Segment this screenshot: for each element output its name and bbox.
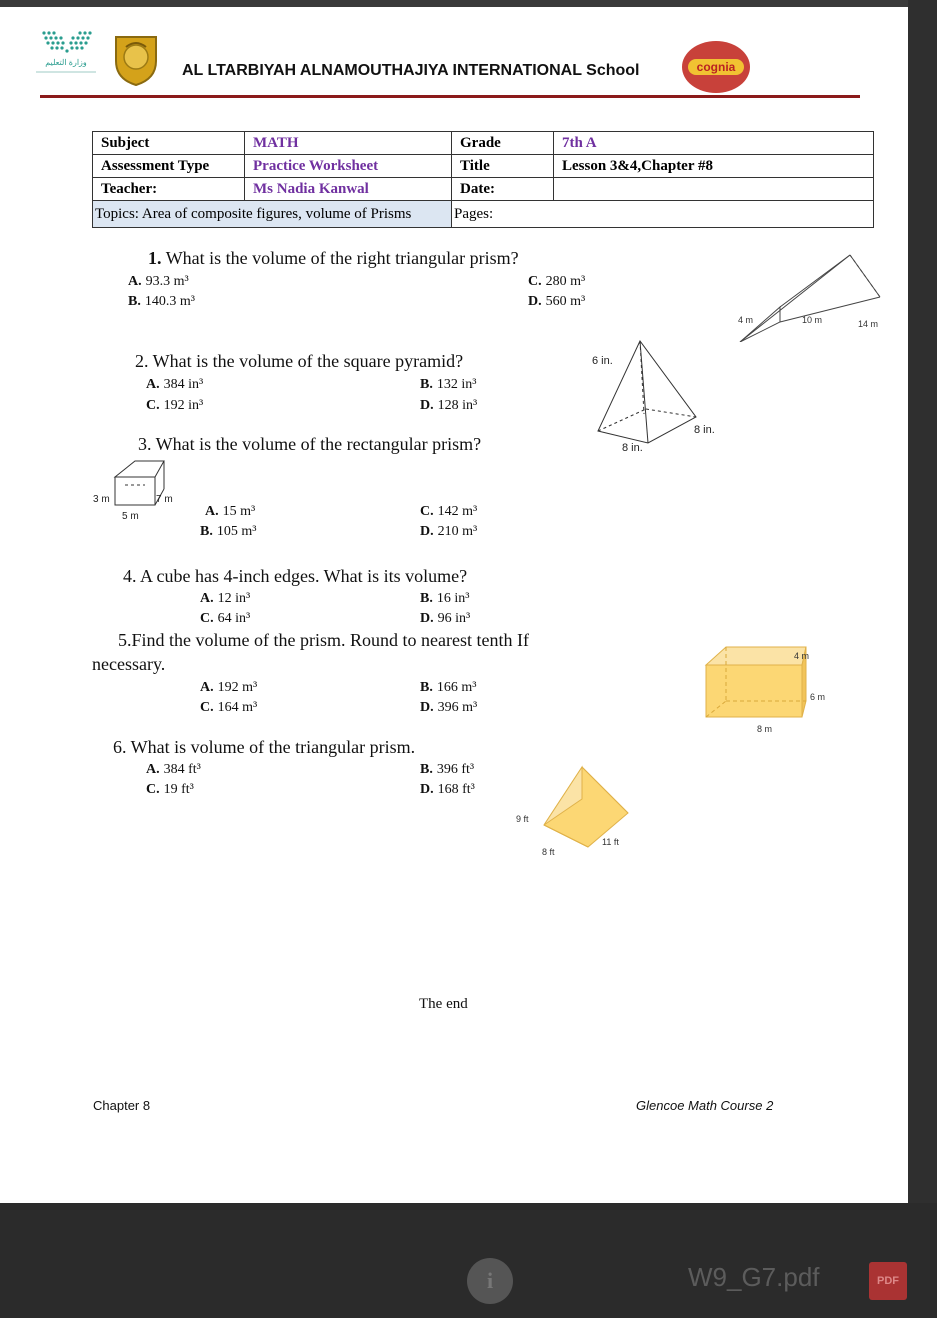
q5-rectangular-prism-figure [700, 639, 835, 739]
q4-option-c[interactable]: C. 64 in³ [200, 611, 251, 626]
svg-text:3 m: 3 m [93, 494, 110, 505]
pdf-file-icon: PDF [869, 1262, 907, 1300]
svg-text:8 m: 8 m [757, 724, 773, 734]
pages-label: Pages: [452, 201, 874, 228]
svg-text:4 m: 4 m [738, 315, 754, 325]
date-value [554, 178, 874, 201]
subject-label: Subject [93, 132, 245, 155]
question-2-text: 2. What is the volume of the square pyramid? [135, 351, 464, 371]
svg-text:9 ft: 9 ft [516, 814, 529, 824]
header-divider [40, 95, 860, 98]
q2-option-d[interactable]: D. 128 in³ [420, 398, 478, 413]
svg-text:8 in.: 8 in. [694, 424, 715, 436]
q5-option-c[interactable]: C. 164 m³ [200, 700, 258, 715]
svg-text:14 m: 14 m [858, 319, 879, 329]
school-crest [110, 31, 162, 87]
grade-label: Grade [452, 132, 554, 155]
svg-text:5 m: 5 m [122, 511, 139, 522]
info-icon[interactable]: i [467, 1258, 513, 1304]
assessment-type-value: Practice Worksheet [245, 155, 452, 178]
q6-triangular-prism-figure [512, 755, 632, 860]
q1-option-b[interactable]: B. 140.3 m³ [128, 294, 195, 309]
q4-option-d[interactable]: D. 96 in³ [420, 611, 471, 626]
question-1-number: 1. [148, 248, 162, 268]
question-5-text-line1: 5.Find the volume of the prism. Round to nearest tenth If [118, 630, 529, 650]
file-name: W9_G7.pdf [688, 1262, 820, 1292]
q6-option-d[interactable]: D. 168 ft³ [420, 782, 475, 797]
q5-option-b[interactable]: B. 166 m³ [420, 680, 477, 695]
q1-triangular-prism-figure [730, 247, 890, 347]
school-name: AL LTARBIYAH ALNAMOUTHAJIYA INTERNATIONAL School [182, 62, 640, 79]
date-label: Date: [452, 178, 554, 201]
q4-option-b[interactable]: B. 16 in³ [420, 591, 470, 606]
title-label: Title [452, 155, 554, 178]
svg-text:4 m: 4 m [794, 651, 810, 661]
teacher-label: Teacher: [93, 178, 245, 201]
svg-text:11 ft: 11 ft [602, 837, 619, 847]
info-table [92, 131, 874, 228]
q3-option-a[interactable]: A. 15 m³ [205, 504, 256, 519]
q6-option-b[interactable]: B. 396 ft³ [420, 762, 475, 777]
svg-text:6 in.: 6 in. [592, 355, 613, 367]
document-page [0, 7, 908, 1203]
subject-value: MATH [245, 132, 452, 155]
end-text: The end [419, 996, 468, 1012]
q2-option-c[interactable]: C. 192 in³ [146, 398, 204, 413]
q5-option-d[interactable]: D. 396 m³ [420, 700, 478, 715]
viewer-top-bar [0, 0, 937, 7]
viewer-right-strip [908, 0, 937, 1210]
q1-option-a[interactable]: A. 93.3 m³ [128, 274, 189, 289]
question-1 [148, 248, 519, 269]
cognia-logo [680, 39, 752, 95]
assessment-type-label: Assessment Type [93, 155, 245, 178]
footer-left: Chapter 8 [93, 1098, 151, 1113]
q3-option-b[interactable]: B. 105 m³ [200, 524, 257, 539]
q2-square-pyramid-figure [588, 339, 723, 459]
q6-option-a[interactable]: A. 384 ft³ [146, 762, 201, 777]
ministry-logo-text: وزارة التعليم [45, 58, 87, 67]
svg-text:10 m: 10 m [802, 315, 823, 325]
q3-option-c[interactable]: C. 142 m³ [420, 504, 478, 519]
ministry-logo [30, 27, 102, 79]
grade-value: 7th A [554, 132, 874, 155]
q2-option-a[interactable]: A. 384 in³ [146, 377, 204, 392]
title-value: Lesson 3&4,Chapter #8 [554, 155, 874, 178]
q3-option-d[interactable]: D. 210 m³ [420, 524, 478, 539]
question-6-text: 6. What is volume of the triangular prism. [113, 737, 416, 757]
q2-option-b[interactable]: B. 132 in³ [420, 377, 477, 392]
q4-option-a[interactable]: A. 12 in³ [200, 591, 251, 606]
svg-text:6 m: 6 m [810, 692, 826, 702]
q3-rectangular-prism-figure [90, 457, 185, 527]
question-5-text-line2: necessary. [92, 654, 166, 674]
q1-option-c[interactable]: C. 280 m³ [528, 274, 586, 289]
q5-option-a[interactable]: A. 192 m³ [200, 680, 258, 695]
viewer-bottom-bar [0, 1203, 937, 1318]
q1-option-d[interactable]: D. 560 m³ [528, 294, 586, 309]
question-4-text: 4. A cube has 4-inch edges. What is its volume? [123, 566, 468, 586]
q6-option-c[interactable]: C. 19 ft³ [146, 782, 194, 797]
footer-right: Glencoe Math Course 2 [636, 1098, 774, 1113]
svg-text:8 in.: 8 in. [622, 442, 643, 454]
teacher-value: Ms Nadia Kanwal [245, 178, 452, 201]
svg-text:7 m: 7 m [156, 494, 173, 505]
question-1-text: What is the volume of the right triangular prism? [165, 248, 519, 268]
topics-label: Topics: Area of composite figures, volume of Prisms [93, 201, 452, 228]
cognia-logo-text: cognia [696, 60, 736, 74]
question-3-text: 3. What is the volume of the rectangular prism? [138, 434, 482, 454]
svg-text:8 ft: 8 ft [542, 847, 555, 855]
